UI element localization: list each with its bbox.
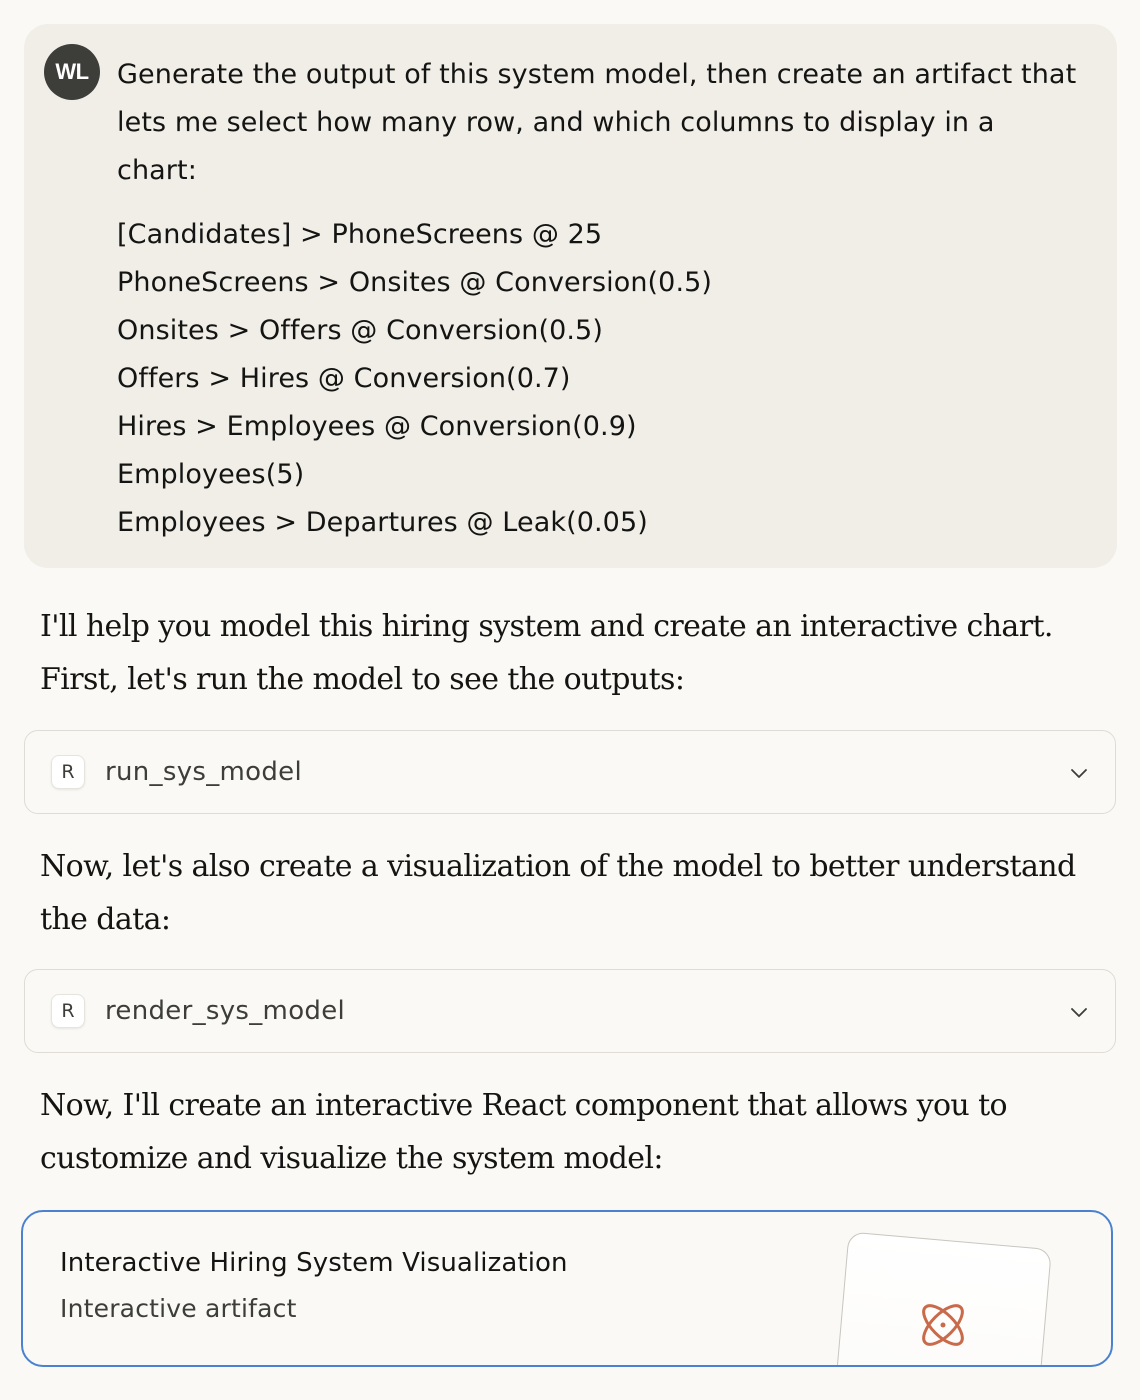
- assistant-paragraph-1: I'll help you model this hiring system and create an interactive chart. First, let's run the model to see the outputs:: [40, 609, 1053, 697]
- chevron-down-icon[interactable]: [1069, 1002, 1089, 1022]
- tool-badge: R: [51, 755, 85, 789]
- artifact-subtitle: Interactive artifact: [60, 1294, 297, 1323]
- assistant-paragraph-3: Now, I'll create an interactive React component that allows you to customize and visualize the system model:: [40, 1088, 1008, 1176]
- user-message-text: [117, 51, 1077, 547]
- tool-name: render_sys_model: [105, 996, 346, 1026]
- model-line: Offers > Hires @ Conversion(0.7): [117, 363, 571, 394]
- tool-badge: R: [51, 994, 85, 1028]
- model-line: Hires > Employees @ Conversion(0.9): [117, 411, 637, 442]
- tool-call-render-sys-model[interactable]: [24, 969, 1116, 1053]
- chevron-down-icon[interactable]: [1069, 763, 1089, 783]
- user-avatar: WL: [44, 44, 100, 100]
- model-line: Employees(5): [117, 459, 305, 490]
- user-message: [24, 24, 1117, 568]
- model-line: Employees > Departures @ Leak(0.05): [117, 507, 648, 538]
- assistant-paragraph-2: Now, let's also create a visualization of the model to better understand the data:: [40, 849, 1076, 937]
- model-line: Onsites > Offers @ Conversion(0.5): [117, 315, 603, 346]
- model-line: [Candidates] > PhoneScreens @ 25: [117, 219, 603, 250]
- react-atom-icon: [915, 1297, 971, 1353]
- tool-call-run-sys-model[interactable]: [24, 730, 1116, 814]
- artifact-title: Interactive Hiring System Visualization: [60, 1248, 568, 1278]
- artifact-card[interactable]: [21, 1210, 1113, 1367]
- model-line: PhoneScreens > Onsites @ Conversion(0.5): [117, 267, 713, 298]
- user-message-intro: Generate the output of this system model, then create an artifact that lets me select how many row, and which columns to display in a chart:: [117, 59, 1077, 186]
- system-model-definition: [117, 211, 1077, 547]
- tool-name: run_sys_model: [105, 757, 302, 787]
